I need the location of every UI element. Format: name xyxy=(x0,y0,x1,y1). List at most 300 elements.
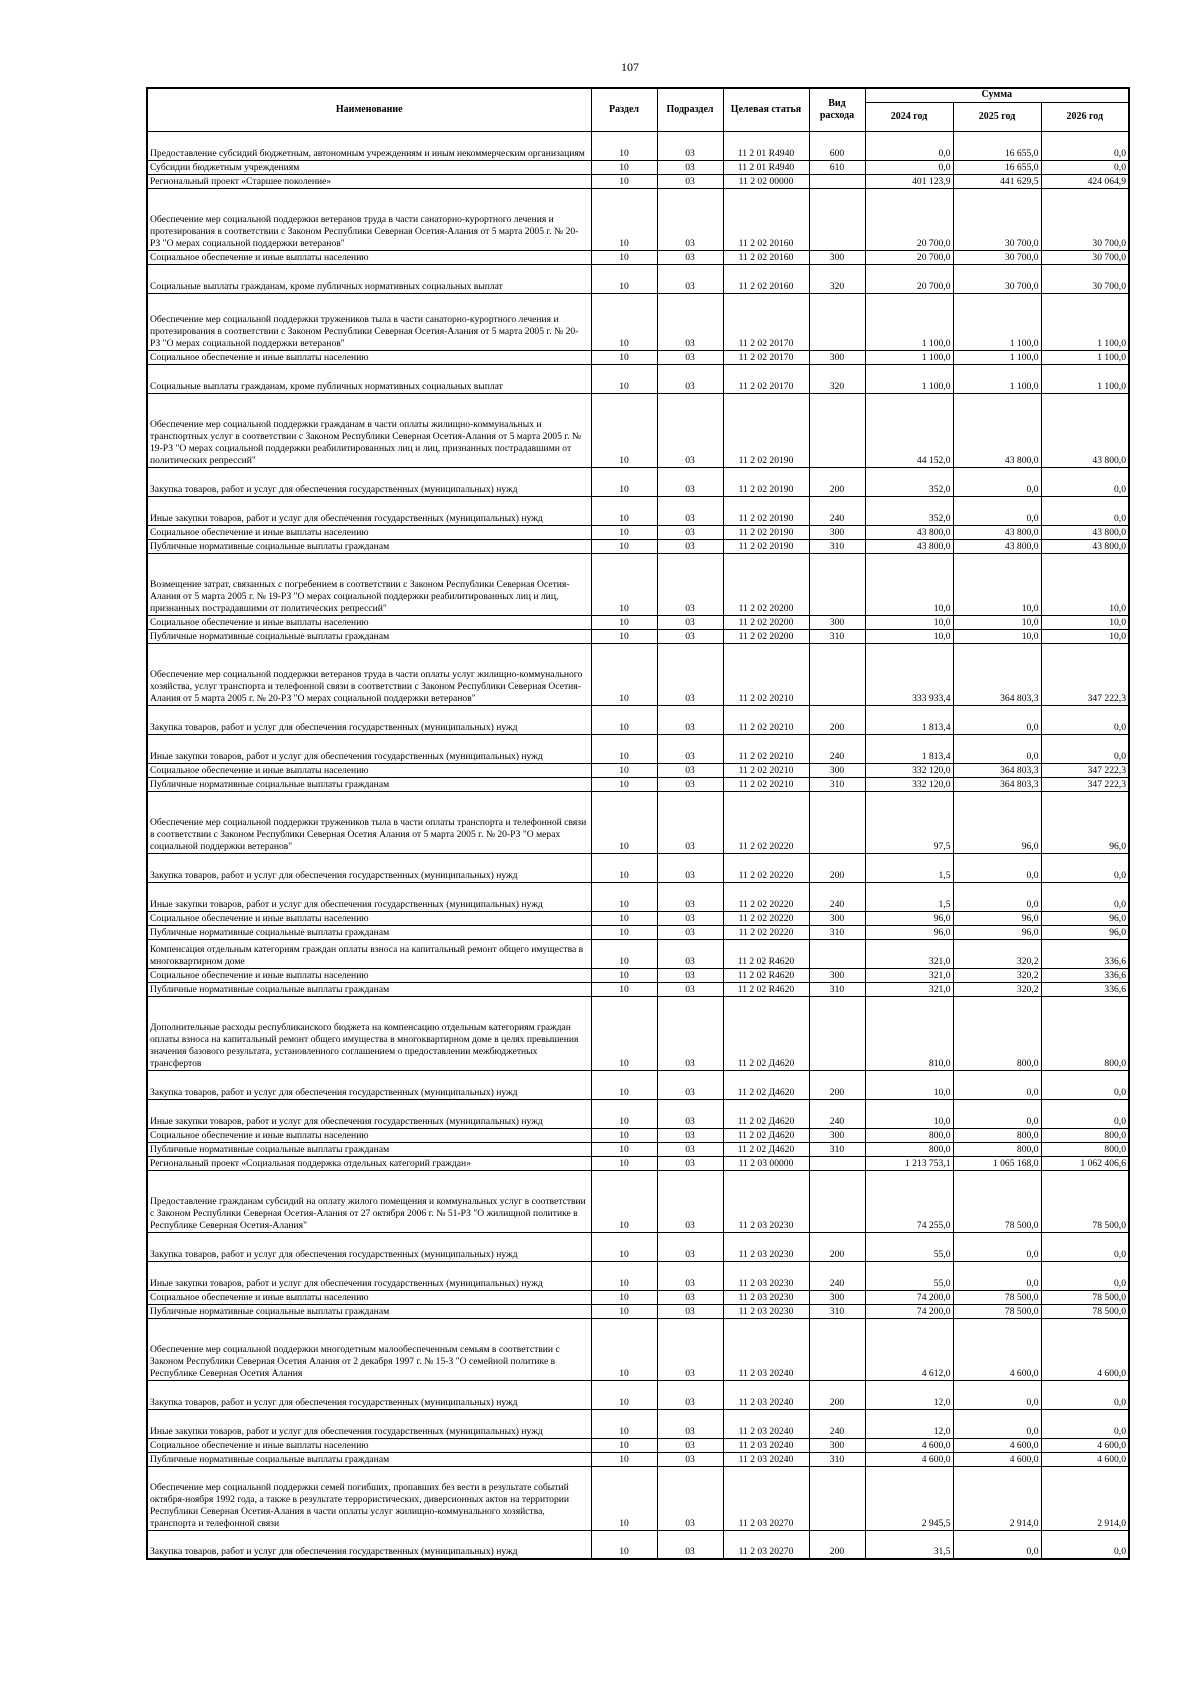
row-target: 11 2 02 R4620 xyxy=(723,968,809,982)
row-name: Закупка товаров, работ и услуг для обеспечения государственных (муниципальных) нужд xyxy=(147,1380,591,1409)
row-section: 10 xyxy=(591,939,657,968)
row-value-2025: 30 700,0 xyxy=(953,250,1041,264)
row-name: Публичные нормативные социальные выплаты гражданам xyxy=(147,1142,591,1156)
table-row xyxy=(147,1128,1129,1142)
header-year-2026: 2026 год xyxy=(1041,102,1129,131)
row-expense-type: 310 xyxy=(809,629,865,643)
row-value-2025: 43 800,0 xyxy=(953,539,1041,553)
row-target: 11 2 02 Д4620 xyxy=(723,1070,809,1099)
row-expense-type xyxy=(809,939,865,968)
row-name: Возмещение затрат, связанных с погребением в соответствии с Законом Республики Северная Осетия-Алания от 5 марта 2005 г. № 19-РЗ "О мерах социальной поддержки реабилитированных лиц и лиц, признанных пострадавшими от политических репрессий" xyxy=(147,553,591,615)
row-section: 10 xyxy=(591,1070,657,1099)
row-name: Социальное обеспечение и иные выплаты населению xyxy=(147,763,591,777)
row-value-2026: 0,0 xyxy=(1041,1099,1129,1128)
row-value-2026: 336,6 xyxy=(1041,982,1129,996)
row-expense-type xyxy=(809,1170,865,1232)
row-target: 11 2 02 20220 xyxy=(723,791,809,853)
row-subsection: 03 xyxy=(657,1156,723,1170)
table-body xyxy=(147,131,1129,1559)
row-expense-type: 240 xyxy=(809,882,865,911)
row-value-2024: 43 800,0 xyxy=(865,525,953,539)
row-expense-type: 240 xyxy=(809,734,865,763)
row-section: 10 xyxy=(591,188,657,250)
row-value-2026: 800,0 xyxy=(1041,1128,1129,1142)
row-expense-type: 310 xyxy=(809,777,865,791)
row-value-2026: 4 600,0 xyxy=(1041,1318,1129,1380)
row-value-2026: 800,0 xyxy=(1041,1142,1129,1156)
row-section: 10 xyxy=(591,174,657,188)
row-value-2024: 74 200,0 xyxy=(865,1304,953,1318)
row-subsection: 03 xyxy=(657,1142,723,1156)
row-expense-type: 200 xyxy=(809,1380,865,1409)
row-name: Иные закупки товаров, работ и услуг для обеспечения государственных (муниципальных) нужд xyxy=(147,1099,591,1128)
row-subsection: 03 xyxy=(657,853,723,882)
row-name: Обеспечение мер социальной поддержки ветеранов труда в части санаторно-курортного лечения и протезирования в соответствии с Законом Республики Северная Осетия-Алания от 5 марта 2005 г. № 20-РЗ "О мерах социальной поддержки ветеранов" xyxy=(147,188,591,250)
row-name: Социальное обеспечение и иные выплаты населению xyxy=(147,911,591,925)
row-target: 11 2 02 00000 xyxy=(723,174,809,188)
row-section: 10 xyxy=(591,1318,657,1380)
row-value-2026: 0,0 xyxy=(1041,853,1129,882)
table-row xyxy=(147,643,1129,705)
table-row xyxy=(147,539,1129,553)
row-subsection: 03 xyxy=(657,188,723,250)
row-expense-type: 240 xyxy=(809,1409,865,1438)
row-value-2024: 1 100,0 xyxy=(865,293,953,350)
row-section: 10 xyxy=(591,925,657,939)
row-name: Закупка товаров, работ и услуг для обеспечения государственных (муниципальных) нужд xyxy=(147,1070,591,1099)
row-value-2026: 4 600,0 xyxy=(1041,1452,1129,1466)
row-section: 10 xyxy=(591,643,657,705)
row-expense-type xyxy=(809,1318,865,1380)
row-value-2026: 0,0 xyxy=(1041,734,1129,763)
row-target: 11 2 02 20210 xyxy=(723,643,809,705)
row-value-2025: 0,0 xyxy=(953,882,1041,911)
row-value-2026: 0,0 xyxy=(1041,467,1129,496)
row-value-2024: 4 612,0 xyxy=(865,1318,953,1380)
header-expense-type: Вид расхода xyxy=(809,88,865,131)
row-value-2025: 0,0 xyxy=(953,1380,1041,1409)
row-expense-type: 200 xyxy=(809,467,865,496)
row-subsection: 03 xyxy=(657,791,723,853)
row-name: Иные закупки товаров, работ и услуг для обеспечения государственных (муниципальных) нужд xyxy=(147,1409,591,1438)
row-section: 10 xyxy=(591,1530,657,1559)
row-value-2025: 800,0 xyxy=(953,1128,1041,1142)
table-row xyxy=(147,939,1129,968)
row-target: 11 2 02 20170 xyxy=(723,350,809,364)
row-name: Предоставление гражданам субсидий на оплату жилого помещения и коммунальных услуг в соответствии с Законом Республики Северная Осетия-Алания от 27 октября 2006 г. № 51-РЗ "О жилищной политике в Республике Северная Осетия-Алания" xyxy=(147,1170,591,1232)
row-value-2024: 1,5 xyxy=(865,853,953,882)
row-value-2025: 43 800,0 xyxy=(953,393,1041,467)
row-name: Публичные нормативные социальные выплаты гражданам xyxy=(147,629,591,643)
row-name: Иные закупки товаров, работ и услуг для обеспечения государственных (муниципальных) нужд xyxy=(147,734,591,763)
row-subsection: 03 xyxy=(657,1128,723,1142)
row-expense-type xyxy=(809,791,865,853)
row-target: 11 2 03 20240 xyxy=(723,1409,809,1438)
row-name: Иные закупки товаров, работ и услуг для обеспечения государственных (муниципальных) нужд xyxy=(147,882,591,911)
table-row xyxy=(147,615,1129,629)
row-value-2026: 78 500,0 xyxy=(1041,1290,1129,1304)
row-name: Субсидии бюджетным учреждениям xyxy=(147,160,591,174)
row-name: Обеспечение мер социальной поддержки многодетным малообеспеченным семьям в соответствии с Законом Республики Северная Осетия Алания от 2 декабря 1997 г. № 15-З "О семейной политике в Республике Северная Осетия Алания xyxy=(147,1318,591,1380)
header-target: Целевая статья xyxy=(723,88,809,131)
table-row xyxy=(147,1318,1129,1380)
row-value-2024: 332 120,0 xyxy=(865,777,953,791)
row-name: Закупка товаров, работ и услуг для обеспечения государственных (муниципальных) нужд xyxy=(147,1232,591,1261)
table-row xyxy=(147,188,1129,250)
row-subsection: 03 xyxy=(657,1452,723,1466)
row-section: 10 xyxy=(591,1232,657,1261)
row-value-2026: 347 222,3 xyxy=(1041,643,1129,705)
page-number: 107 xyxy=(621,60,639,74)
row-value-2025: 364 803,3 xyxy=(953,763,1041,777)
row-section: 10 xyxy=(591,882,657,911)
row-expense-type: 310 xyxy=(809,1142,865,1156)
row-value-2024: 0,0 xyxy=(865,160,953,174)
row-expense-type: 310 xyxy=(809,1304,865,1318)
row-value-2025: 78 500,0 xyxy=(953,1304,1041,1318)
header-year-2025: 2025 год xyxy=(953,102,1041,131)
header-year-2024: 2024 год xyxy=(865,102,953,131)
row-target: 11 2 02 20170 xyxy=(723,293,809,350)
row-section: 10 xyxy=(591,1170,657,1232)
row-value-2026: 4 600,0 xyxy=(1041,1438,1129,1452)
row-section: 10 xyxy=(591,791,657,853)
row-value-2026: 1 062 406,6 xyxy=(1041,1156,1129,1170)
row-value-2024: 1 100,0 xyxy=(865,364,953,393)
row-expense-type: 600 xyxy=(809,131,865,160)
row-value-2026: 0,0 xyxy=(1041,1409,1129,1438)
row-subsection: 03 xyxy=(657,939,723,968)
row-expense-type: 300 xyxy=(809,615,865,629)
row-value-2024: 0,0 xyxy=(865,131,953,160)
table-row xyxy=(147,350,1129,364)
row-expense-type: 240 xyxy=(809,496,865,525)
row-value-2024: 4 600,0 xyxy=(865,1452,953,1466)
row-section: 10 xyxy=(591,1099,657,1128)
row-subsection: 03 xyxy=(657,763,723,777)
row-name: Иные закупки товаров, работ и услуг для обеспечения государственных (муниципальных) нужд xyxy=(147,1261,591,1290)
row-expense-type: 310 xyxy=(809,982,865,996)
row-target: 11 2 03 20230 xyxy=(723,1304,809,1318)
row-section: 10 xyxy=(591,1466,657,1530)
row-section: 10 xyxy=(591,853,657,882)
row-expense-type: 310 xyxy=(809,1452,865,1466)
row-subsection: 03 xyxy=(657,539,723,553)
row-value-2026: 0,0 xyxy=(1041,131,1129,160)
row-expense-type xyxy=(809,643,865,705)
row-value-2024: 20 700,0 xyxy=(865,264,953,293)
row-value-2025: 10,0 xyxy=(953,553,1041,615)
row-target: 11 2 03 20230 xyxy=(723,1170,809,1232)
row-target: 11 2 02 20210 xyxy=(723,734,809,763)
row-section: 10 xyxy=(591,1452,657,1466)
table-row xyxy=(147,1438,1129,1452)
table-row xyxy=(147,393,1129,467)
row-subsection: 03 xyxy=(657,615,723,629)
row-value-2025: 4 600,0 xyxy=(953,1438,1041,1452)
row-value-2025: 16 655,0 xyxy=(953,131,1041,160)
row-name: Обеспечение мер социальной поддержки семей погибших, пропавших без вести в результате событий октября-ноября 1992 года, а также в результате террористических, диверсионных актов на территории Республики Северная Осетия-Алания в части оплаты услуг жилищно-коммунального хозяйства, транспорта и телефонной связи xyxy=(147,1466,591,1530)
row-subsection: 03 xyxy=(657,1290,723,1304)
row-section: 10 xyxy=(591,467,657,496)
row-target: 11 2 02 20220 xyxy=(723,925,809,939)
row-value-2025: 1 065 168,0 xyxy=(953,1156,1041,1170)
row-value-2026: 10,0 xyxy=(1041,629,1129,643)
row-value-2024: 97,5 xyxy=(865,791,953,853)
row-target: 11 2 02 20200 xyxy=(723,629,809,643)
row-subsection: 03 xyxy=(657,131,723,160)
row-name: Обеспечение мер социальной поддержки тружеников тыла в части санаторно-курортного лечения и протезирования в соответствии с Законом Республики Северная Осетия-Алания от 5 марта 2005 г. № 20-РЗ "О мерах социальной поддержки ветеранов" xyxy=(147,293,591,350)
row-value-2026: 96,0 xyxy=(1041,791,1129,853)
row-value-2024: 401 123,9 xyxy=(865,174,953,188)
row-value-2024: 1 813,4 xyxy=(865,705,953,734)
row-expense-type: 240 xyxy=(809,1261,865,1290)
row-subsection: 03 xyxy=(657,643,723,705)
row-value-2024: 96,0 xyxy=(865,911,953,925)
row-subsection: 03 xyxy=(657,250,723,264)
row-name: Закупка товаров, работ и услуг для обеспечения государственных (муниципальных) нужд xyxy=(147,467,591,496)
row-subsection: 03 xyxy=(657,996,723,1070)
row-value-2026: 0,0 xyxy=(1041,1232,1129,1261)
row-value-2024: 20 700,0 xyxy=(865,188,953,250)
row-name: Предоставление субсидий бюджетным, автономным учреждениям и иным некоммерческим организациям xyxy=(147,131,591,160)
row-section: 10 xyxy=(591,705,657,734)
row-value-2026: 0,0 xyxy=(1041,705,1129,734)
row-target: 11 2 02 20160 xyxy=(723,188,809,250)
row-section: 10 xyxy=(591,615,657,629)
row-expense-type: 300 xyxy=(809,350,865,364)
row-value-2026: 96,0 xyxy=(1041,911,1129,925)
row-expense-type: 240 xyxy=(809,1099,865,1128)
row-section: 10 xyxy=(591,1438,657,1452)
row-name: Публичные нормативные социальные выплаты гражданам xyxy=(147,982,591,996)
budget-table xyxy=(146,87,1130,1560)
row-value-2026: 10,0 xyxy=(1041,553,1129,615)
row-section: 10 xyxy=(591,539,657,553)
row-value-2025: 16 655,0 xyxy=(953,160,1041,174)
row-value-2026: 43 800,0 xyxy=(1041,525,1129,539)
row-expense-type: 200 xyxy=(809,1232,865,1261)
row-subsection: 03 xyxy=(657,1070,723,1099)
row-name: Социальное обеспечение и иные выплаты населению xyxy=(147,1290,591,1304)
row-value-2026: 800,0 xyxy=(1041,996,1129,1070)
row-value-2026: 0,0 xyxy=(1041,160,1129,174)
row-value-2025: 1 100,0 xyxy=(953,350,1041,364)
row-value-2026: 43 800,0 xyxy=(1041,393,1129,467)
row-value-2026: 0,0 xyxy=(1041,1380,1129,1409)
row-value-2025: 78 500,0 xyxy=(953,1170,1041,1232)
row-value-2024: 1 813,4 xyxy=(865,734,953,763)
row-target: 11 2 02 20220 xyxy=(723,911,809,925)
table-row xyxy=(147,1290,1129,1304)
row-section: 10 xyxy=(591,1156,657,1170)
row-value-2025: 96,0 xyxy=(953,911,1041,925)
table-row xyxy=(147,777,1129,791)
row-section: 10 xyxy=(591,250,657,264)
row-section: 10 xyxy=(591,1290,657,1304)
row-value-2024: 10,0 xyxy=(865,1070,953,1099)
row-value-2025: 0,0 xyxy=(953,1261,1041,1290)
table-row xyxy=(147,996,1129,1070)
row-target: 11 2 03 20240 xyxy=(723,1438,809,1452)
row-expense-type xyxy=(809,1466,865,1530)
row-name: Публичные нормативные социальные выплаты гражданам xyxy=(147,539,591,553)
table-row xyxy=(147,1380,1129,1409)
row-section: 10 xyxy=(591,996,657,1070)
table-row xyxy=(147,1070,1129,1099)
row-target: 11 2 02 20210 xyxy=(723,705,809,734)
header-subsection: Подраздел xyxy=(657,88,723,131)
row-subsection: 03 xyxy=(657,629,723,643)
table-row xyxy=(147,525,1129,539)
row-section: 10 xyxy=(591,763,657,777)
row-value-2025: 0,0 xyxy=(953,1409,1041,1438)
table-row xyxy=(147,467,1129,496)
row-subsection: 03 xyxy=(657,982,723,996)
row-value-2025: 364 803,3 xyxy=(953,643,1041,705)
row-value-2026: 0,0 xyxy=(1041,1530,1129,1559)
row-subsection: 03 xyxy=(657,1466,723,1530)
row-value-2025: 441 629,5 xyxy=(953,174,1041,188)
table-row xyxy=(147,1099,1129,1128)
row-subsection: 03 xyxy=(657,925,723,939)
row-name: Публичные нормативные социальные выплаты гражданам xyxy=(147,925,591,939)
row-subsection: 03 xyxy=(657,777,723,791)
row-target: 11 2 02 20160 xyxy=(723,250,809,264)
row-value-2026: 1 100,0 xyxy=(1041,350,1129,364)
row-target: 11 2 03 20230 xyxy=(723,1290,809,1304)
table-row xyxy=(147,1530,1129,1559)
row-expense-type xyxy=(809,553,865,615)
row-subsection: 03 xyxy=(657,1438,723,1452)
row-name: Социальное обеспечение и иные выплаты населению xyxy=(147,1128,591,1142)
row-target: 11 2 02 20200 xyxy=(723,615,809,629)
row-value-2024: 74 200,0 xyxy=(865,1290,953,1304)
row-value-2025: 0,0 xyxy=(953,734,1041,763)
row-value-2025: 1 100,0 xyxy=(953,364,1041,393)
row-value-2026: 30 700,0 xyxy=(1041,264,1129,293)
row-name: Закупка товаров, работ и услуг для обеспечения государственных (муниципальных) нужд xyxy=(147,705,591,734)
row-target: 11 2 03 20230 xyxy=(723,1232,809,1261)
row-value-2025: 30 700,0 xyxy=(953,188,1041,250)
row-target: 11 2 03 20230 xyxy=(723,1261,809,1290)
header-section: Раздел xyxy=(591,88,657,131)
row-target: 11 2 02 20190 xyxy=(723,539,809,553)
row-value-2025: 0,0 xyxy=(953,1232,1041,1261)
row-subsection: 03 xyxy=(657,1261,723,1290)
row-section: 10 xyxy=(591,350,657,364)
row-subsection: 03 xyxy=(657,1232,723,1261)
row-value-2026: 1 100,0 xyxy=(1041,293,1129,350)
row-name: Региональный проект «Старшее поколение» xyxy=(147,174,591,188)
row-target: 11 2 03 20270 xyxy=(723,1466,809,1530)
row-subsection: 03 xyxy=(657,705,723,734)
row-section: 10 xyxy=(591,553,657,615)
table-row xyxy=(147,791,1129,853)
row-name: Социальное обеспечение и иные выплаты населению xyxy=(147,1438,591,1452)
row-value-2025: 78 500,0 xyxy=(953,1290,1041,1304)
header-sum: Сумма xyxy=(865,88,1129,102)
row-value-2025: 1 100,0 xyxy=(953,293,1041,350)
row-name: Обеспечение мер социальной поддержки гражданам в части оплаты жилищно-коммунальных и транспортных услуг в соответствии с Законом Республики Северная Осетия-Алания от 5 марта 2005 г. № 19-РЗ "О мерах социальной поддержки реабилитированных лиц и лиц, признанных пострадавшими от политических репрессий" xyxy=(147,393,591,467)
row-value-2025: 0,0 xyxy=(953,496,1041,525)
row-expense-type xyxy=(809,188,865,250)
row-section: 10 xyxy=(591,1261,657,1290)
row-section: 10 xyxy=(591,496,657,525)
row-value-2025: 364 803,3 xyxy=(953,777,1041,791)
row-target: 11 2 02 Д4620 xyxy=(723,1099,809,1128)
table-row xyxy=(147,882,1129,911)
row-value-2026: 347 222,3 xyxy=(1041,763,1129,777)
row-section: 10 xyxy=(591,1128,657,1142)
row-value-2024: 321,0 xyxy=(865,939,953,968)
row-value-2024: 96,0 xyxy=(865,925,953,939)
row-target: 11 2 03 00000 xyxy=(723,1156,809,1170)
table-row xyxy=(147,1304,1129,1318)
row-target: 11 2 01 R4940 xyxy=(723,160,809,174)
row-target: 11 2 02 20210 xyxy=(723,763,809,777)
row-expense-type: 200 xyxy=(809,1530,865,1559)
row-value-2024: 10,0 xyxy=(865,1099,953,1128)
row-expense-type: 320 xyxy=(809,264,865,293)
row-section: 10 xyxy=(591,525,657,539)
row-value-2024: 12,0 xyxy=(865,1409,953,1438)
row-expense-type: 200 xyxy=(809,1070,865,1099)
row-value-2024: 800,0 xyxy=(865,1142,953,1156)
row-value-2026: 0,0 xyxy=(1041,496,1129,525)
row-subsection: 03 xyxy=(657,553,723,615)
row-value-2026: 0,0 xyxy=(1041,882,1129,911)
row-value-2025: 4 600,0 xyxy=(953,1452,1041,1466)
row-expense-type: 300 xyxy=(809,1290,865,1304)
table-row xyxy=(147,131,1129,160)
row-value-2025: 320,2 xyxy=(953,939,1041,968)
row-value-2025: 0,0 xyxy=(953,853,1041,882)
row-target: 11 2 02 Д4620 xyxy=(723,996,809,1070)
row-value-2026: 2 914,0 xyxy=(1041,1466,1129,1530)
row-section: 10 xyxy=(591,264,657,293)
row-value-2024: 1 213 753,1 xyxy=(865,1156,953,1170)
header-name: Наименование xyxy=(147,88,591,131)
row-subsection: 03 xyxy=(657,968,723,982)
row-subsection: 03 xyxy=(657,1170,723,1232)
row-subsection: 03 xyxy=(657,264,723,293)
row-section: 10 xyxy=(591,393,657,467)
row-section: 10 xyxy=(591,364,657,393)
row-value-2025: 96,0 xyxy=(953,925,1041,939)
row-value-2026: 1 100,0 xyxy=(1041,364,1129,393)
row-value-2026: 78 500,0 xyxy=(1041,1170,1129,1232)
row-target: 11 2 02 20190 xyxy=(723,496,809,525)
row-name: Закупка товаров, работ и услуг для обеспечения государственных (муниципальных) нужд xyxy=(147,853,591,882)
row-section: 10 xyxy=(591,734,657,763)
row-name: Социальные выплаты гражданам, кроме публичных нормативных социальных выплат xyxy=(147,364,591,393)
row-name: Социальное обеспечение и иные выплаты населению xyxy=(147,525,591,539)
row-target: 11 2 01 R4940 xyxy=(723,131,809,160)
row-section: 10 xyxy=(591,1409,657,1438)
row-target: 11 2 02 20170 xyxy=(723,364,809,393)
row-value-2024: 10,0 xyxy=(865,553,953,615)
table-row xyxy=(147,553,1129,615)
row-section: 10 xyxy=(591,1304,657,1318)
row-expense-type xyxy=(809,393,865,467)
row-value-2026: 336,6 xyxy=(1041,939,1129,968)
row-value-2026: 10,0 xyxy=(1041,615,1129,629)
table-row xyxy=(147,705,1129,734)
row-value-2024: 2 945,5 xyxy=(865,1466,953,1530)
row-value-2025: 0,0 xyxy=(953,705,1041,734)
row-name: Обеспечение мер социальной поддержки ветеранов труда в части оплаты услуг жилищно-коммунального хозяйства, услуг транспорта и телефонной связи в соответствии с Законом Республики Северная Осетия-Алания от 5 марта 2005 г. № 20-РЗ "О мерах социальной поддержки ветеранов" xyxy=(147,643,591,705)
